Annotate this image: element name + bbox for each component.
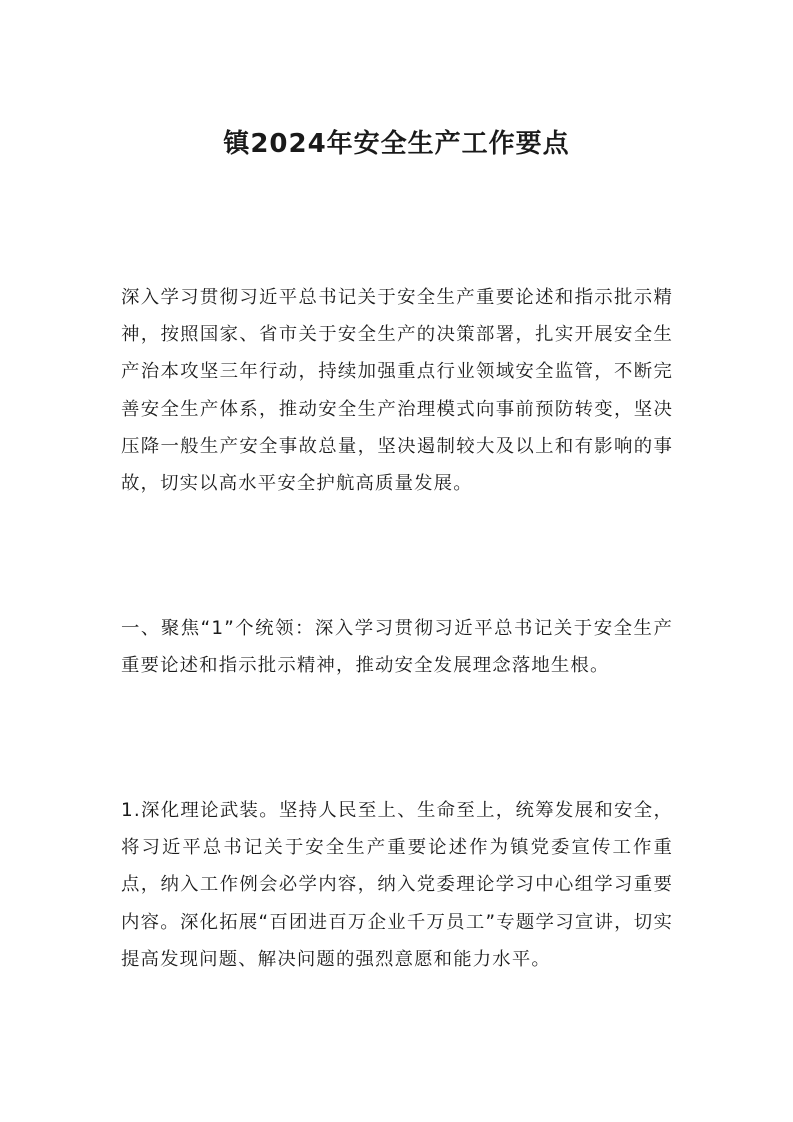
item-paragraph-1: 1.深化理论武装。坚持人民至上、生命至上，统筹发展和安全，将习近平总书记关于安全生产重要论述作为镇党委宣传工作重点，纳入工作例会必学内容，纳入党委理论学习中心组学习重要内容。深化拓展“百团进百万企业千万员工”专题学习宣讲，切实提高发现问题、解决问题的强烈意愿和能力水平。 <box>121 800 673 970</box>
intro-paragraph: 深入学习贯彻习近平总书记关于安全生产重要论述和指示批示精神，按照国家、省市关于安全生产的决策部署，扎实开展安全生产治本攻坚三年行动，持续加强重点行业领域安全监管，不断完善安全生产体系，推动安全生产治理模式向事前预防转变，坚决压降一般生产安全事故总量，坚决遏制较大及以上和有影响的事故，切实以高水平安全护航高质量发展。 <box>121 287 673 495</box>
section-heading-1: 一、聚焦“1”个统领：深入学习贯彻习近平总书记关于安全生产重要论述和指示批示精神，推动安全发展理念落地生根。 <box>121 618 673 677</box>
document-title: 镇2024年安全生产工作要点 <box>223 129 570 159</box>
